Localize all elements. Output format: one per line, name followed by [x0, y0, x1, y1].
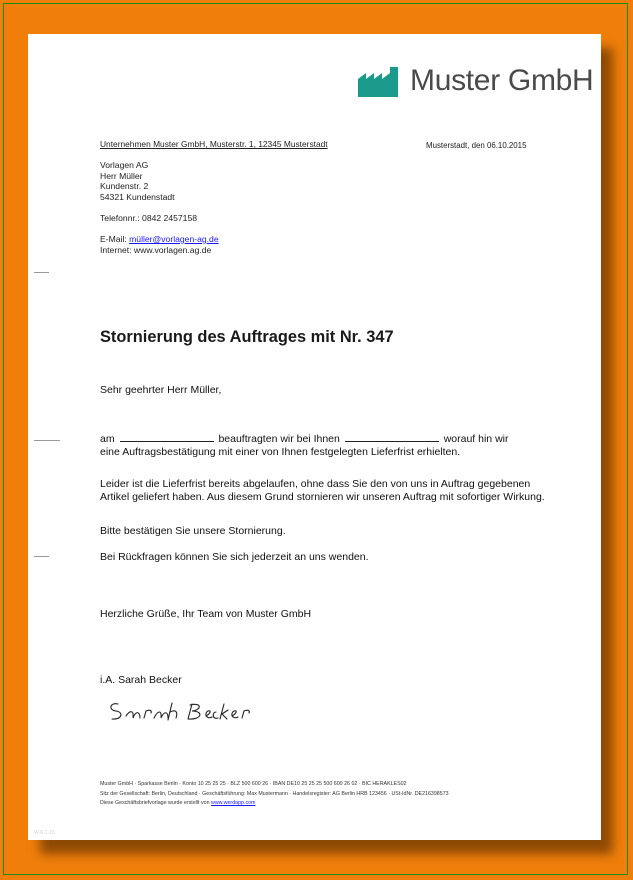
recipient-phone: Telefonnr.: 0842 2457158: [100, 213, 198, 223]
signatory: i.A. Sarah Becker: [100, 674, 182, 686]
footer-bank-info: Muster GmbH · Sparkasse Berlin · Konto 10 25 25 25 · BLZ 500 600 26 · IBAN DE10 25 25 25 500 600 26 02 · BIC HERAKLES02: [100, 781, 407, 787]
recipient-line: Vorlagen AG: [100, 160, 149, 170]
recipient-internet: Internet: www.vorlagen.ag.de: [100, 245, 212, 255]
paragraph-contact: Bei Rückfragen können Sie sich jederzeit an uns wenden.: [100, 551, 369, 563]
email-label: E-Mail:: [100, 234, 130, 244]
company-logo: [358, 64, 593, 98]
fold-mark: [34, 272, 49, 273]
handwritten-signature: [106, 698, 256, 731]
paragraph-confirm: Bitte bestätigen Sie unsere Stornierung.: [100, 525, 286, 537]
paragraph-delivery: Leider ist die Lieferfrist bereits abgelaufen, ohne dass Sie den von uns in Auftrag gegebenen Artikel geliefert haben. Aus diesem Grund stornieren wir unseren Auftrag mit sofortiger Wirkung.: [100, 478, 545, 503]
recipient-contact: [100, 234, 219, 256]
footer-credit: Diese Geschäftsbriefvorlage wurde erstellt von www.werdapp.com: [100, 800, 256, 806]
recipient-line: Herr Müller: [100, 170, 143, 181]
recipient-line: Kundenstr. 2: [100, 181, 149, 192]
recipient-address: [100, 160, 175, 202]
company-name: Muster GmbH: [410, 64, 594, 97]
watermark-text: W-6-1-15: [34, 830, 55, 836]
hole-punch-mark: [34, 440, 60, 441]
fold-mark: [34, 556, 49, 557]
footer-registration: Sitz der Gesellschaft: Berlin, Deutschland · Geschäftsführung: Max Mustermann · Handelsregister: AG Berlin HRB 123456 · USt-IdNr. DE216398573: [100, 791, 449, 797]
sender-address-line: Unternehmen Muster GmbH, Musterstr. 1, 12345 Musterstadt: [100, 139, 328, 149]
factory-icon: [358, 65, 402, 97]
email-link[interactable]: müller@vorlagen-ag.de: [129, 234, 219, 244]
date-blank: [120, 432, 214, 442]
item-blank: [345, 432, 439, 442]
salutation: Sehr geehrter Herr Müller,: [100, 384, 222, 396]
closing: Herzliche Grüße, Ihr Team von Muster GmbH: [100, 608, 312, 620]
paragraph-order: am beauftragten wir bei Ihnen worauf hin wir eine Auftragsbestätigung mit einer von Ihnen festgelegten Lieferfrist erhielten.: [100, 433, 509, 458]
letter-date: Musterstadt, den 06.10.2015: [426, 141, 527, 150]
footer-link[interactable]: www.werdapp.com: [211, 800, 256, 806]
letter-page: [28, 34, 601, 840]
recipient-line: 54321 Kundenstadt: [100, 191, 175, 202]
letter-subject: Stornierung des Auftrages mit Nr. 347: [100, 328, 394, 346]
